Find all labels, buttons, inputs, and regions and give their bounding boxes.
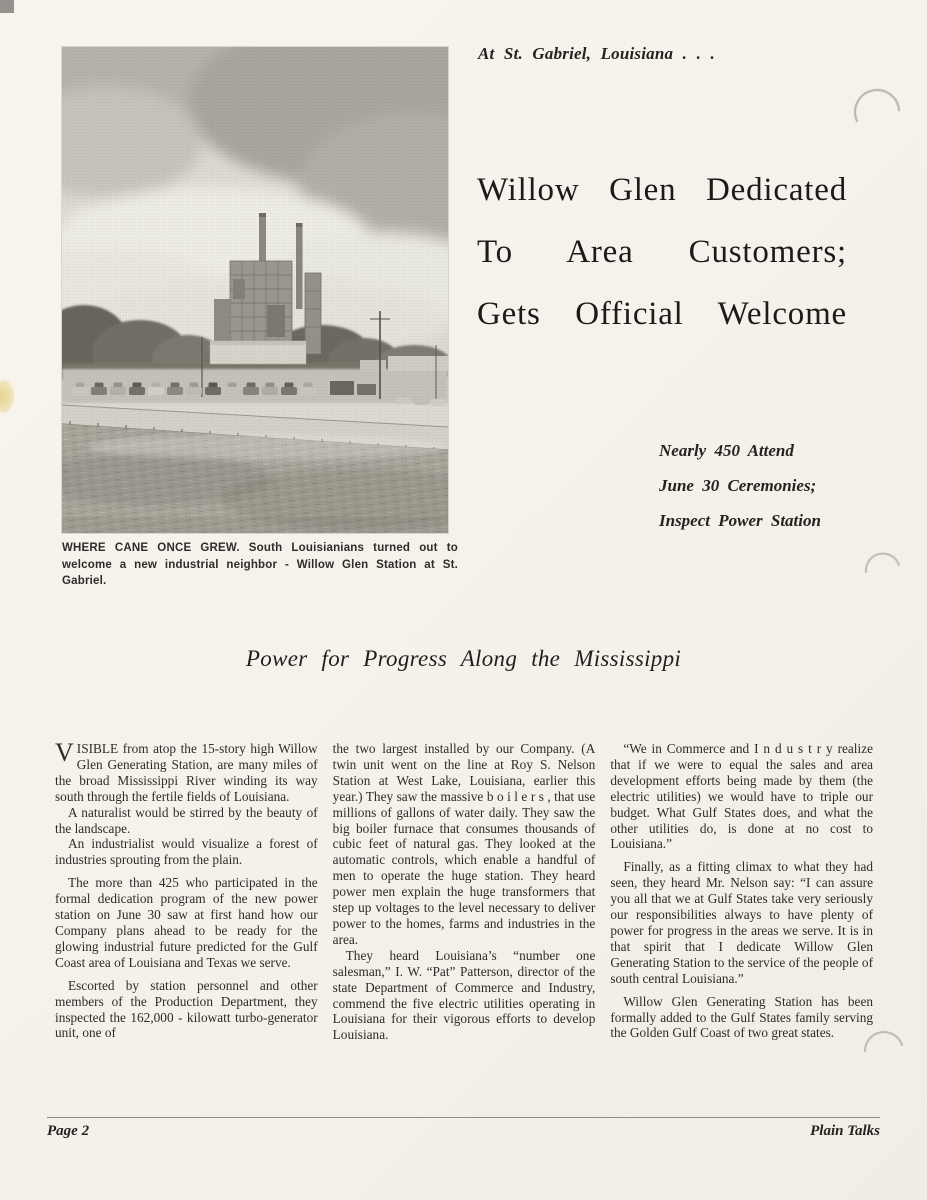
headline (477, 167, 847, 353)
column-1 (55, 738, 318, 1043)
article-body (55, 738, 874, 1043)
footer-rule (47, 1117, 880, 1118)
column-2 (333, 741, 596, 1043)
photo-illustration (62, 47, 448, 533)
binder-ring-mark (847, 75, 909, 137)
publication-name: Plain Talks (810, 1123, 880, 1139)
paragraph-text: ISIBLE from atop the 15-story high Willow Glen Generating Station, are many miles of the broad Mississippi River winding its way south through the fertile fields of Louisiana. (55, 741, 318, 804)
scan-corner-artifact (0, 0, 14, 13)
headline-line: Gets Official Welcome (477, 296, 847, 332)
subhead-line: Nearly 450 Attend (659, 441, 794, 460)
body-paragraph: An industrialist would visualize a forest of industries sprouting from the plain. (55, 836, 318, 868)
binder-ring-mark (858, 536, 910, 588)
subhead-line: June 30 Ceremonies; (659, 476, 817, 495)
body-paragraph: A naturalist would be stirred by the beauty of the landscape. (55, 804, 318, 836)
headline-line: To Area Customers; (477, 234, 847, 270)
body-paragraph: Willow Glen Generating Station has been formally added to the Gulf States family serving the Golden Gulf Coast of two great states. (610, 993, 874, 1041)
kicker: At St. Gabriel, Louisiana . . . (478, 44, 715, 63)
subhead (659, 433, 821, 538)
drop-cap: V (55, 738, 74, 767)
body-paragraph: “We in Commerce and I n d u s t r y realize that if we were to equal the sales and area development efforts being made by them (the electric utilities) we would have to triple our budget. What Gulf States does, and what the other utilities do, is done at no cost to Louisiana.” (610, 741, 874, 852)
body-paragraph (55, 738, 318, 805)
body-paragraph: The more than 425 who participated in the formal dedication program of the new power station on June 30 saw at first hand how our Company plans ahead to be ready for the glowing industrial future predicted for the Gulf Coast area of Louisiana and Texas we serve. (55, 875, 318, 970)
body-paragraph: the two largest installed by our Company. (A twin unit went on the line at Roy S. Nelson Station at West Lake, Louisiana, earlier this year.) They saw the massive b o i l e r s , that use millions of gallons of water daily. They saw the big boiler furnace that consumes thousands of cubic feet of natural gas. They looked at the automatic controls, which enable a handful of men to operate the huge station. They heard power men explain the huge transformers that step up voltages to the level necessary to deliver power to the homes, farms and industries in the area. (332, 741, 596, 947)
subhead-line: Inspect Power Station (659, 511, 821, 530)
body-paragraph: They heard Louisiana’s “number one salesman,” I. W. “Pat” Patterson, director of the state Department of Commerce and Industry, commend the five electric utilities operating in Louisiana for their vigorous efforts to develop Louisiana. (332, 947, 596, 1043)
footer (47, 1123, 880, 1140)
column-3 (610, 741, 873, 1043)
power-station-photo (62, 47, 448, 533)
paper-stain (0, 380, 14, 413)
section-title: Power for Progress Along the Mississippi (245, 646, 682, 671)
body-paragraph: Finally, as a fitting climax to what they had seen, they heard Mr. Nelson say: “I can assure you all that we at Gulf States take very seriously our responsibilities always to have plenty of power for progress in the areas we serve. It is in that spirit that I dedicate Willow Glen Generating Station to the service of the people of south central Louisiana.” (610, 859, 874, 986)
body-paragraph: Escorted by station personnel and other members of the Production Department, they inspected the 162,000 - kilowatt turbo-generator unit, one of (55, 977, 318, 1041)
page-number: Page 2 (47, 1123, 90, 1139)
headline-line: Willow Glen Dedicated (477, 172, 847, 208)
photo-caption: WHERE CANE ONCE GREW. South Louisianians turned out to welcome a new industrial neighbor - Willow Glen Station at St. Gabriel. (62, 542, 458, 587)
